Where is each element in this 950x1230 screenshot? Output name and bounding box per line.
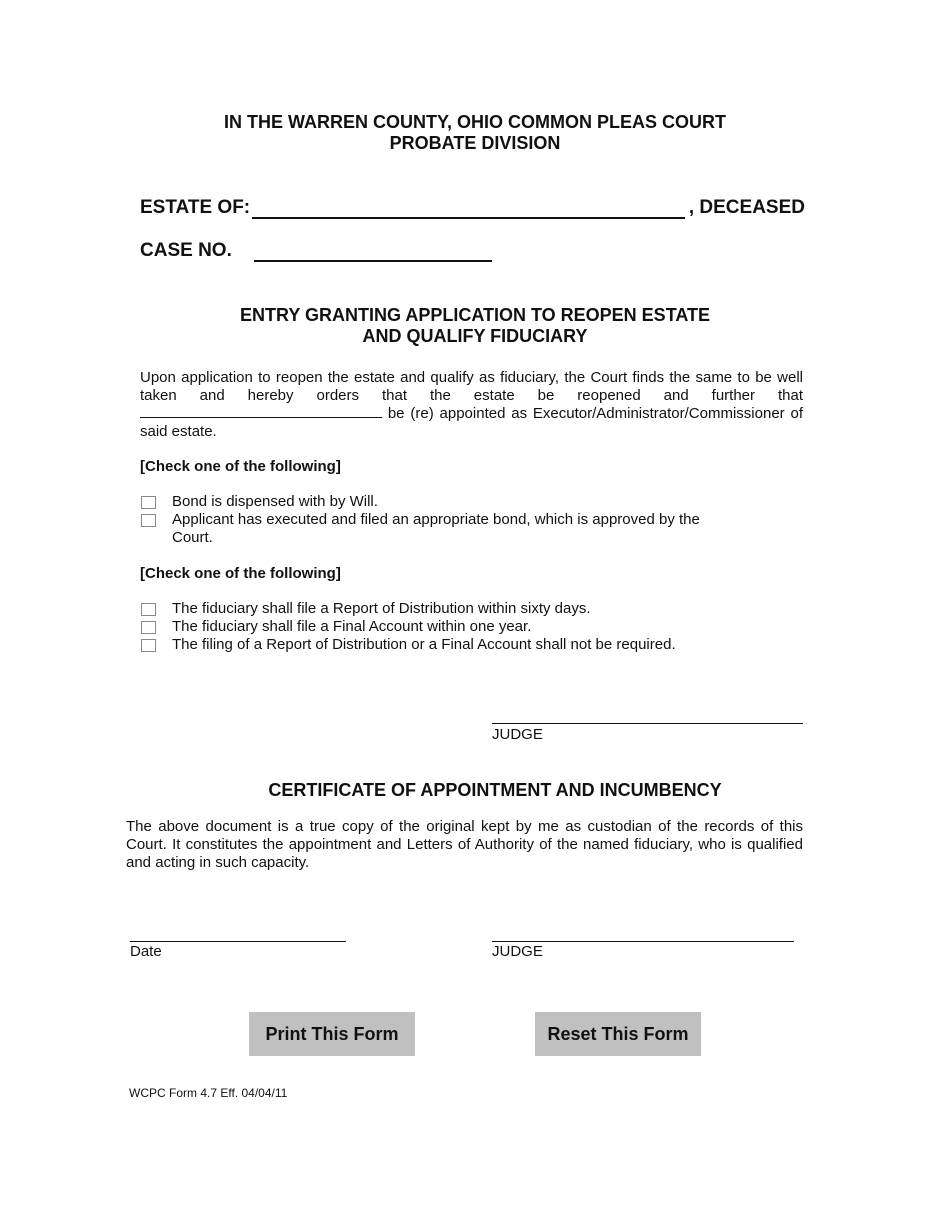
report-option-label: The fiduciary shall file a Report of Distribution within sixty days. [172,600,591,617]
report-option-label: The fiduciary shall file a Final Account within one year. [172,618,532,635]
judge-label: JUDGE [492,726,543,743]
court-heading [0,112,950,154]
bond-filed-checkbox[interactable] [141,514,156,527]
report-check-heading: [Check one of the following] [140,565,341,582]
entry-text-part2: be (re) appointed as Executor/Administrator/Commissioner of said estate. [140,405,804,440]
court-division: PROBATE DIVISION [389,133,561,153]
final-account-checkbox[interactable] [141,621,156,634]
deceased-label: , DECEASED [688,197,805,218]
certificate-judge-label: JUDGE [492,943,543,960]
report-option-row [140,618,792,636]
report-option-row [140,636,792,654]
bond-check-heading: [Check one of the following] [140,458,341,475]
bond-option-row [140,511,732,547]
bond-option-row [140,493,732,511]
case-number-row [140,240,492,262]
bond-dispensed-checkbox[interactable] [141,496,156,509]
judge-signature-line[interactable] [492,723,803,724]
no-report-checkbox[interactable] [141,639,156,652]
bond-option-label: Bond is dispensed with by Will. [172,493,378,510]
print-form-button[interactable]: Print This Form [249,1012,415,1056]
entry-title [0,305,950,347]
form-id-footer: WCPC Form 4.7 Eff. 04/04/11 [129,1086,288,1100]
certificate-title: CERTIFICATE OF APPOINTMENT AND INCUMBENCY [268,780,722,800]
date-line[interactable] [130,941,346,942]
case-number-label: CASE NO. [140,240,232,261]
certificate-text: The above document is a true copy of the original kept by me as custodian of the records of this Court. It constitutes the appointment and Letters of Authority of the named fiduciary, who is qualified and acting in such capacity. [126,818,803,871]
report-option-row [140,600,792,618]
entry-title-line2: AND QUALIFY FIDUCIARY [362,326,588,346]
estate-of-row [140,197,805,219]
entry-paragraph [140,369,803,441]
report-option-label: The filing of a Report of Distribution or a Final Account shall not be required. [172,636,676,653]
report-distribution-checkbox[interactable] [141,603,156,616]
date-label: Date [130,943,162,960]
estate-of-label: ESTATE OF: [140,197,251,218]
court-name: IN THE WARREN COUNTY, OHIO COMMON PLEAS COURT [223,112,726,132]
estate-name-field[interactable] [252,199,685,219]
bond-option-label: Applicant has executed and filed an appropriate bond, which is approved by the Court. [172,511,700,546]
entry-title-line1: ENTRY GRANTING APPLICATION TO REOPEN ESTATE [239,305,711,325]
fiduciary-name-field[interactable] [140,405,382,418]
reset-form-button[interactable]: Reset This Form [535,1012,701,1056]
entry-text-part1: Upon application to reopen the estate and qualify as fiduciary, the Court finds the same to be well taken and hereby orders that the estate be reopened and further that [140,369,803,404]
case-number-field[interactable] [254,242,492,262]
certificate-judge-signature-line[interactable] [492,941,794,942]
